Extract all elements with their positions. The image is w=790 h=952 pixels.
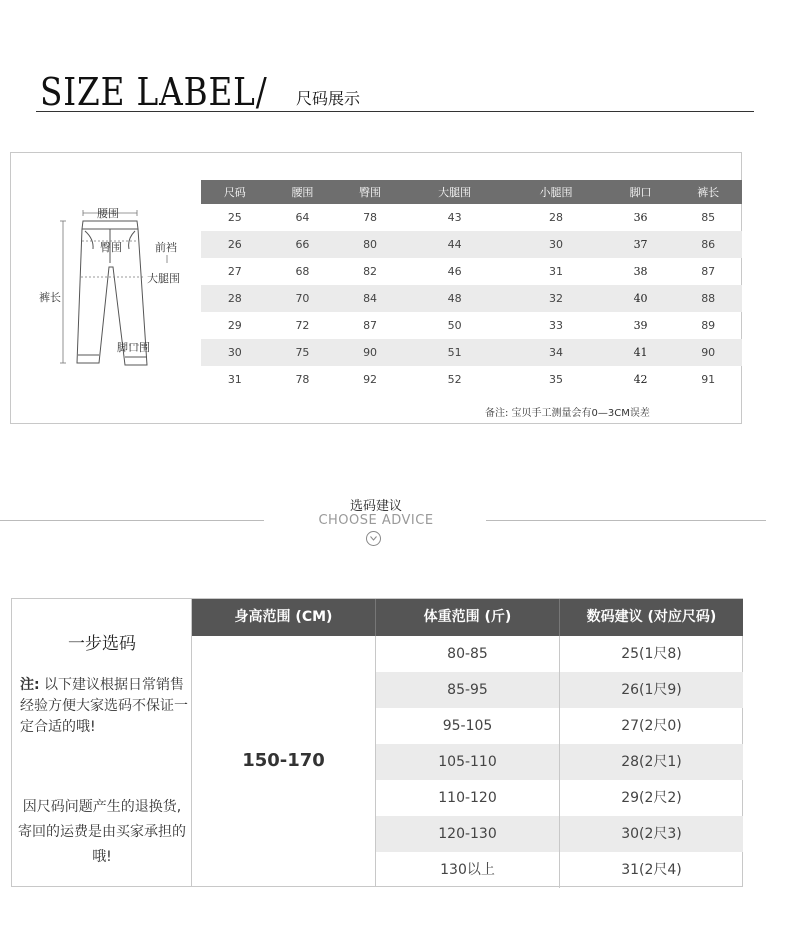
header-title-cn: 尺码展示 [296,89,361,108]
table-cell: 87 [363,319,378,332]
advice-row [376,780,743,816]
table-cell: 88 [674,285,742,312]
advice-row [376,708,743,744]
table-cell: 34 [505,339,606,366]
table-cell: 39 [633,319,648,332]
table-cell: 80 [336,231,404,258]
size-table-header [201,180,742,204]
table-cell: 78 [295,373,310,386]
table-cell: 72 [295,319,310,332]
table-cell: 52 [447,373,462,386]
header-title-en: SIZE LABEL/ [40,70,268,114]
advice-row [376,672,743,708]
advice-row [376,744,743,780]
table-row [201,366,742,393]
table-cell: 92 [363,373,378,386]
col-waist: 腰围 [269,180,337,204]
table-cell: 31 [227,373,242,386]
weight-range-cell: 130以上 [376,852,560,888]
pants-diagram [39,205,199,380]
table-cell: 27 [227,265,242,278]
table-cell: 33 [549,319,564,332]
table-cell: 25 [227,211,242,224]
table-cell: 30 [505,231,606,258]
size-advice-cell: 28(2尺1) [621,754,682,770]
col-height-range: 身高范围 (CM) [192,599,376,636]
table-cell: 42 [633,373,648,386]
table-cell: 48 [404,285,505,312]
advice-note-2: 因尺码问题产生的退换货, 寄回的运费是由买家承担的哦! [18,799,186,865]
table-row [201,312,742,339]
advice-title-cn: 选码建议 [349,499,402,514]
table-cell: 90 [336,339,404,366]
size-advice-cell: 27(2尺0) [621,718,682,734]
table-cell: 32 [505,285,606,312]
size-advice-cell: 30(2尺3) [621,826,682,842]
table-cell: 51 [404,339,505,366]
size-label-header [36,64,754,112]
table-cell: 29 [227,319,242,332]
table-cell: 85 [701,211,716,224]
table-cell: 68 [295,265,310,278]
table-cell: 30 [201,339,269,366]
table-cell: 70 [269,285,337,312]
col-length: 裤长 [674,180,742,204]
table-cell: 26 [201,231,269,258]
table-row [201,258,742,285]
weight-range-cell: 85-95 [376,672,560,708]
height-range-value: 150-170 [192,636,376,886]
advice-title-en: CHOOSE ADVICE [318,513,434,528]
table-cell: 44 [404,231,505,258]
size-advice-cell: 29(2尺2) [621,790,682,806]
weight-range-cell: 95-105 [376,708,560,744]
table-cell: 50 [447,319,462,332]
advice-note-1 [20,675,190,738]
diagram-label-front-rise: 前裆 [155,241,177,254]
col-hem: 脚口 [607,180,675,204]
col-size: 尺码 [201,180,269,204]
table-row [201,231,742,258]
table-cell: 75 [269,339,337,366]
col-calf: 小腿围 [505,180,606,204]
choose-advice-divider [0,490,790,550]
advice-table [11,598,743,887]
col-hip: 臀围 [336,180,404,204]
diagram-label-waist: 腰围 [97,207,119,220]
chevron-down-circle-icon [366,531,381,546]
diagram-label-hip: 臀围 [100,241,122,254]
table-cell: 82 [363,265,378,278]
table-cell: 78 [363,211,378,224]
diagram-label-length: 裤长 [39,291,61,304]
table-cell: 37 [607,231,675,258]
table-cell: 86 [674,231,742,258]
size-chart-panel [10,152,742,424]
table-cell: 89 [701,319,716,332]
size-note: 备注: 宝贝手工测量会有0—3CM误差 [485,408,650,419]
col-size-advice: 数码建议 (对应尺码) [560,599,743,636]
size-advice-cell: 31(2尺4) [621,862,682,878]
weight-range-cell: 120-130 [376,816,560,852]
table-cell: 28 [549,211,564,224]
advice-note-prefix: 注: [20,677,40,693]
table-row [201,204,742,231]
size-advice-cell: 25(1尺8) [621,646,682,662]
size-advice-cell: 26(1尺9) [621,682,682,698]
table-cell: 28 [201,285,269,312]
table-row [201,339,742,366]
diagram-label-hem: 脚口围 [117,341,150,354]
advice-row [376,852,743,888]
table-cell: 41 [607,339,675,366]
table-cell: 43 [447,211,462,224]
weight-range-cell: 80-85 [376,636,560,672]
advice-row [376,636,743,672]
table-cell: 91 [701,373,716,386]
table-cell: 46 [447,265,462,278]
table-cell: 84 [336,285,404,312]
table-cell: 64 [295,211,310,224]
weight-range-cell: 105-110 [376,744,560,780]
col-weight-range: 体重范围 (斤) [376,599,560,636]
table-cell: 87 [701,265,716,278]
diagram-label-thigh: 大腿围 [147,272,180,285]
table-cell: 66 [269,231,337,258]
table-cell: 31 [549,265,564,278]
col-thigh: 大腿围 [404,180,505,204]
table-cell: 90 [674,339,742,366]
weight-range-cell: 110-120 [376,780,560,816]
table-cell: 36 [633,211,648,224]
size-table [201,180,742,393]
advice-row [376,816,743,852]
advice-note-text: 以下建议根据日常销售经验方便大家选码不保证一定合适的哦! [20,677,188,735]
table-row [201,285,742,312]
table-cell: 35 [549,373,564,386]
table-cell: 38 [633,265,648,278]
advice-left-panel [12,599,192,886]
table-cell: 40 [607,285,675,312]
advice-left-title: 一步选码 [68,634,136,654]
